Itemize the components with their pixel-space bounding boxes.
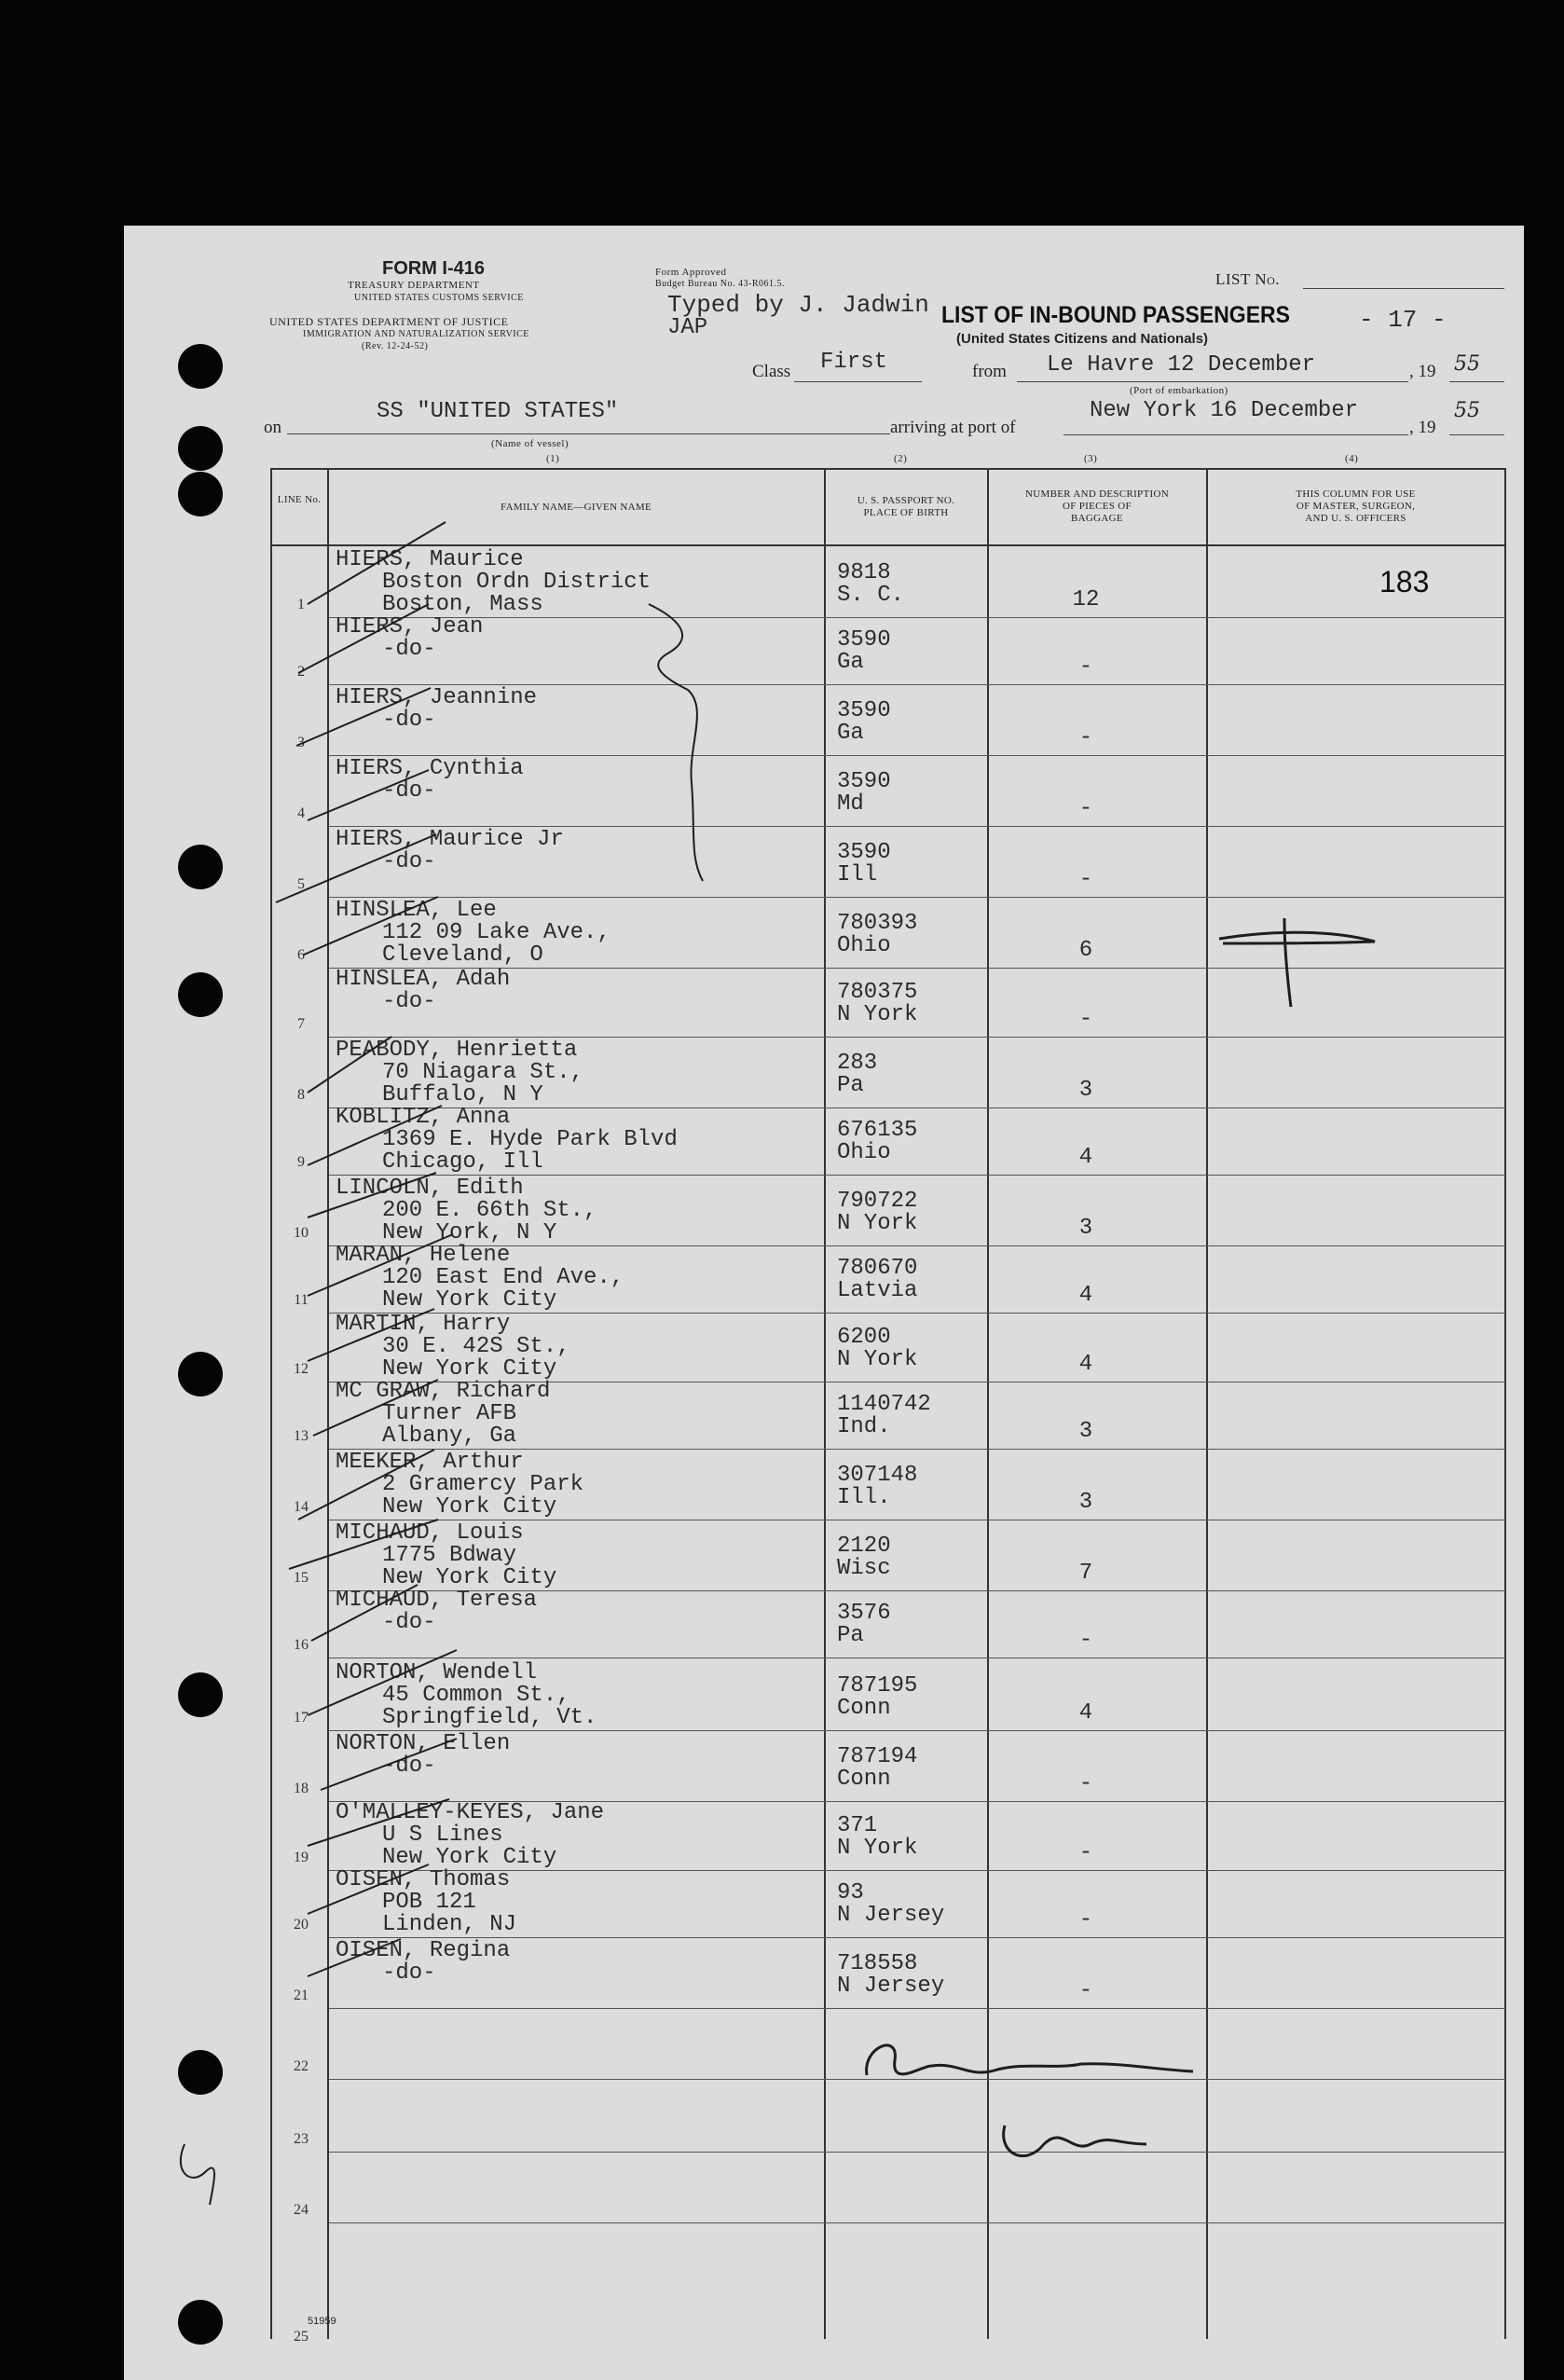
baggage-count: - [1078, 1907, 1093, 1933]
tick-mark [308, 1650, 457, 1715]
col-num-1: (1) [546, 453, 560, 464]
line-number: 12 [294, 1361, 309, 1377]
name-header: FAMILY NAME—GIVEN NAME [501, 502, 652, 513]
line-number: 21 [294, 1988, 309, 2003]
passport-number: 1140742 [837, 1392, 931, 1417]
baggage-header-line: OF PIECES OF [1063, 501, 1132, 512]
margin-mark [181, 2144, 214, 2205]
baggage-count: 3 [1078, 1419, 1093, 1444]
name-detail-line: 1369 E. Hyde Park Blvd [382, 1127, 678, 1152]
passport-number: 2120 [837, 1534, 891, 1559]
family-given-name: MICHAUD, Louis [336, 1520, 524, 1546]
year-2: 55 [1454, 399, 1480, 422]
family-given-name: HIERS, Maurice [336, 547, 524, 572]
line-number: 16 [294, 1637, 309, 1653]
passport-number: 307148 [837, 1463, 918, 1488]
class-label: Class [752, 362, 791, 381]
place-of-birth: Pa [837, 1623, 864, 1648]
family-given-name: KOBLITZ, Anna [336, 1105, 511, 1130]
baggage-count: 4 [1078, 1700, 1093, 1726]
baggage-count: 3 [1078, 1216, 1093, 1241]
name-detail-line: 45 Common St., [382, 1683, 570, 1708]
passport-header-line: PLACE OF BIRTH [863, 507, 949, 518]
baggage-count: - [1078, 1771, 1093, 1796]
family-given-name: MARTIN, Harry [336, 1312, 511, 1337]
passport-number: 3590 [837, 698, 891, 723]
col-num-4: (4) [1345, 453, 1359, 464]
place-of-birth: Pa [837, 1073, 864, 1098]
tick-mark [308, 1309, 434, 1361]
place-of-birth: N York [837, 1836, 918, 1861]
family-given-name: O'MALLEY-KEYES, Jane [336, 1800, 605, 1825]
tick-mark [308, 770, 429, 820]
name-detail-line: -do- [382, 708, 436, 733]
baggage-count: - [1078, 725, 1093, 750]
tick-mark [308, 1799, 449, 1846]
tick-mark [289, 1520, 438, 1569]
family-given-name: MARAN, Helene [336, 1243, 511, 1268]
passport-number: 9818 [837, 560, 891, 585]
passport-number: 3590 [837, 769, 891, 794]
family-bracket-mark [649, 604, 703, 881]
family-given-name: HIERS, Cynthia [336, 756, 524, 781]
on-label: on [264, 418, 281, 437]
tick-mark [304, 897, 438, 955]
family-given-name: OISEN, Thomas [336, 1867, 511, 1892]
family-given-name: HIERS, Jeannine [336, 685, 538, 710]
name-detail-line: New York City [382, 1494, 557, 1520]
passport-number: 787194 [837, 1744, 918, 1769]
place-of-birth: Ind. [837, 1414, 891, 1439]
line-number: 11 [294, 1292, 309, 1308]
family-given-name: HIERS, Maurice Jr [336, 827, 564, 852]
tick-mark [308, 1939, 401, 1976]
officer-initials [1004, 2125, 1146, 2156]
tick-mark [298, 604, 429, 673]
typist-initials: JAP [667, 315, 708, 340]
name-detail-line: New York, N Y [382, 1220, 557, 1245]
family-given-name: OISEN, Regina [336, 1938, 511, 1963]
baggage-count: - [1078, 1007, 1093, 1032]
name-detail-line: -do- [382, 637, 436, 662]
baggage-count: - [1078, 1978, 1093, 2003]
baggage-count: - [1078, 654, 1093, 680]
year-1: 55 [1454, 352, 1480, 376]
passport-number: 3576 [837, 1601, 891, 1626]
place-of-birth: Wisc [837, 1556, 891, 1581]
passport-header-line: U. S. PASSPORT NO. [857, 495, 955, 506]
form-title: LIST OF IN-BOUND PASSENGERS [941, 302, 1290, 328]
place-of-birth: Md [837, 791, 864, 817]
line-number: 9 [297, 1154, 305, 1170]
family-given-name: LINCOLN, Edith [336, 1176, 524, 1201]
family-given-name: NORTON, Wendell [336, 1660, 538, 1685]
line-number: 20 [294, 1917, 309, 1933]
name-detail-line: Boston Ordn District [382, 570, 652, 595]
line-number: 24 [294, 2202, 309, 2218]
line-number: 5 [297, 876, 305, 892]
name-detail-line: 1775 Bdway [382, 1543, 517, 1568]
tick-marks [276, 522, 457, 1976]
form-number: FORM I-416 [382, 258, 486, 279]
port-embarkation-caption: (Port of embarkation) [1130, 385, 1228, 396]
name-detail-line: POB 121 [382, 1890, 476, 1915]
name-detail-line: New York City [382, 1565, 557, 1590]
place-of-birth: Ohio [837, 1140, 891, 1165]
tick-mark [308, 1864, 429, 1914]
passport-number: 3590 [837, 840, 891, 865]
place-of-birth: S. C. [837, 583, 905, 608]
tick-mark [313, 1380, 438, 1436]
form-revision: (Rev. 12-24-52) [362, 341, 429, 351]
place-of-birth: N York [837, 1002, 918, 1027]
tick-mark [308, 522, 446, 604]
passport-number: 780375 [837, 980, 918, 1005]
line-number: 3 [297, 735, 305, 750]
family-given-name: HINSLEA, Lee [336, 898, 497, 923]
name-detail-line: -do- [382, 1960, 436, 1986]
passport-number: 780393 [837, 911, 918, 936]
arrival-port: New York 16 December [1090, 398, 1359, 423]
footer-code: 51959 [308, 2316, 336, 2327]
passport-number: 6200 [837, 1325, 891, 1350]
passport-number: 371 [837, 1813, 878, 1838]
name-detail-line: Turner AFB [382, 1401, 517, 1426]
name-detail-line: Albany, Ga [382, 1424, 517, 1449]
justice-dept: UNITED STATES DEPARTMENT OF JUSTICE [269, 315, 509, 328]
tick-mark [321, 1739, 457, 1790]
place-of-birth: N Jersey [837, 1974, 945, 1999]
baggage-count: - [1078, 1628, 1093, 1653]
name-detail-line: -do- [382, 1754, 436, 1779]
name-detail-line: -do- [382, 1610, 436, 1635]
name-detail-line: -do- [382, 778, 436, 804]
cross-mark [1219, 918, 1375, 1007]
tick-mark [298, 1450, 434, 1520]
passport-number: 676135 [837, 1118, 918, 1143]
baggage-header-line: BAGGAGE [1071, 513, 1123, 524]
place-of-birth: N York [837, 1211, 918, 1236]
line-number: 22 [294, 2058, 309, 2074]
place-of-birth: Ill [837, 862, 878, 887]
from-label: from [972, 362, 1007, 381]
line-number: 4 [297, 805, 305, 821]
baggage-header-line: NUMBER AND DESCRIPTION [1025, 488, 1169, 500]
family-given-name: MEEKER, Arthur [336, 1450, 524, 1475]
officers-header-line: THIS COLUMN FOR USE [1296, 488, 1416, 500]
family-given-name: PEABODY, Henrietta [336, 1038, 578, 1063]
family-given-name: NORTON, Ellen [336, 1731, 511, 1756]
family-given-name: HIERS, Jean [336, 614, 484, 640]
name-detail-line: 2 Gramercy Park [382, 1472, 584, 1497]
name-detail-line: Linden, NJ [382, 1912, 517, 1937]
tick-mark [308, 1173, 436, 1218]
place-of-birth: Ga [837, 650, 864, 675]
col-num-2: (2) [894, 453, 908, 464]
line-number: 19 [294, 1850, 309, 1865]
line-number: 2 [297, 664, 305, 680]
baggage-count: 6 [1078, 938, 1093, 963]
port-embarkation: Le Havre 12 December [1047, 352, 1316, 378]
name-detail-line: Cleveland, O [382, 942, 543, 968]
col-num-3: (3) [1084, 453, 1098, 464]
list-number: - 17 - [1359, 306, 1447, 334]
baggage-count: 3 [1078, 1078, 1093, 1103]
tick-mark [308, 1234, 453, 1296]
form-approved: Form Approved [655, 267, 727, 278]
line-no-header: LINE No. [277, 494, 322, 505]
baggage-count: 7 [1078, 1561, 1093, 1586]
passport-number: 3590 [837, 627, 891, 653]
tick-mark [308, 1106, 442, 1165]
name-detail-line: Chicago, Ill [382, 1149, 543, 1175]
tick-mark [308, 1037, 391, 1093]
year-prefix-2: , 19 [1409, 418, 1436, 437]
baggage-count: 4 [1078, 1352, 1093, 1377]
line-number: 25 [294, 2329, 309, 2345]
place-of-birth: Conn [837, 1696, 891, 1721]
list-no-label: LIST No. [1215, 270, 1281, 288]
place-of-birth: Ohio [837, 933, 891, 958]
name-detail-line: -do- [382, 989, 436, 1014]
name-detail-line: U S Lines [382, 1823, 503, 1848]
baggage-count: - [1078, 1840, 1093, 1865]
passport-number: 718558 [837, 1951, 918, 1976]
tick-mark [311, 1585, 418, 1641]
baggage-count: - [1078, 867, 1093, 892]
typed-by: Typed by J. Jadwin [667, 291, 929, 319]
baggage-count: 12 [1072, 587, 1100, 612]
line-number: 14 [294, 1499, 309, 1515]
class-value: First [820, 350, 888, 375]
name-detail-line: 112 09 Lake Ave., [382, 920, 611, 945]
passport-number: 787195 [837, 1673, 918, 1699]
line-number: 23 [294, 2131, 309, 2147]
name-detail-line: 120 East End Ave., [382, 1265, 624, 1290]
passport-number: 790722 [837, 1189, 918, 1214]
place-of-birth: Ill. [837, 1485, 891, 1510]
officers-header-line: OF MASTER, SURGEON, [1296, 501, 1416, 512]
line-number: 17 [294, 1710, 309, 1726]
form-subtitle: (United States Citizens and Nationals) [956, 331, 1209, 347]
baggage-count: 3 [1078, 1490, 1093, 1515]
name-detail-line: New York City [382, 1845, 557, 1870]
line-number: 8 [297, 1087, 305, 1103]
passport-number: 93 [837, 1880, 864, 1905]
family-given-name: MC GRAW, Richard [336, 1379, 551, 1404]
passport-number: 283 [837, 1051, 878, 1076]
treasury-dept: TREASURY DEPARTMENT [348, 280, 480, 291]
name-detail-line: 70 Niagara St., [382, 1060, 584, 1085]
place-of-birth: N Jersey [837, 1903, 945, 1928]
line-number: 7 [297, 1016, 305, 1032]
line-number: 1 [297, 597, 305, 612]
tick-mark [296, 688, 431, 746]
vessel-caption: (Name of vessel) [491, 438, 569, 449]
name-detail-line: Buffalo, N Y [382, 1082, 543, 1107]
officers-header-line: AND U. S. OFFICERS [1305, 513, 1406, 524]
name-detail-line: Boston, Mass [382, 592, 543, 617]
baggage-count: - [1078, 796, 1093, 821]
immigration-service: IMMIGRATION AND NATURALIZATION SERVICE [303, 329, 529, 339]
officer-signature [867, 2045, 1193, 2075]
line-number: 15 [294, 1570, 309, 1586]
tick-mark [276, 834, 436, 902]
name-detail-line: 30 E. 42S St., [382, 1334, 570, 1359]
line-number: 6 [297, 947, 305, 963]
customs-service: UNITED STATES CUSTOMS SERVICE [354, 293, 524, 303]
name-detail-line: 200 E. 66th St., [382, 1198, 597, 1223]
place-of-birth: Conn [837, 1767, 891, 1792]
line-number: 13 [294, 1428, 309, 1444]
place-of-birth: Ga [837, 721, 864, 746]
family-given-name: HINSLEA, Adah [336, 967, 511, 992]
baggage-count: 4 [1078, 1145, 1093, 1170]
name-detail-line: -do- [382, 849, 436, 874]
year-prefix-1: , 19 [1409, 362, 1436, 381]
place-of-birth: N York [837, 1347, 918, 1372]
baggage-count: 4 [1078, 1283, 1093, 1308]
line-number: 10 [294, 1225, 309, 1241]
name-detail-line: New York City [382, 1287, 557, 1313]
name-detail-line: New York City [382, 1356, 557, 1382]
officer-entry: 183 [1379, 565, 1430, 598]
family-given-name: MICHAUD, Teresa [336, 1588, 538, 1613]
name-detail-line: Springfield, Vt. [382, 1705, 597, 1730]
passport-number: 780670 [837, 1256, 918, 1281]
line-number: 18 [294, 1781, 309, 1796]
budget-bureau: Budget Bureau No. 43-R061.5. [655, 279, 785, 289]
place-of-birth: Latvia [837, 1278, 918, 1303]
vessel-name: SS "UNITED STATES" [377, 399, 619, 424]
arriving-label: arriving at port of [890, 418, 1016, 437]
